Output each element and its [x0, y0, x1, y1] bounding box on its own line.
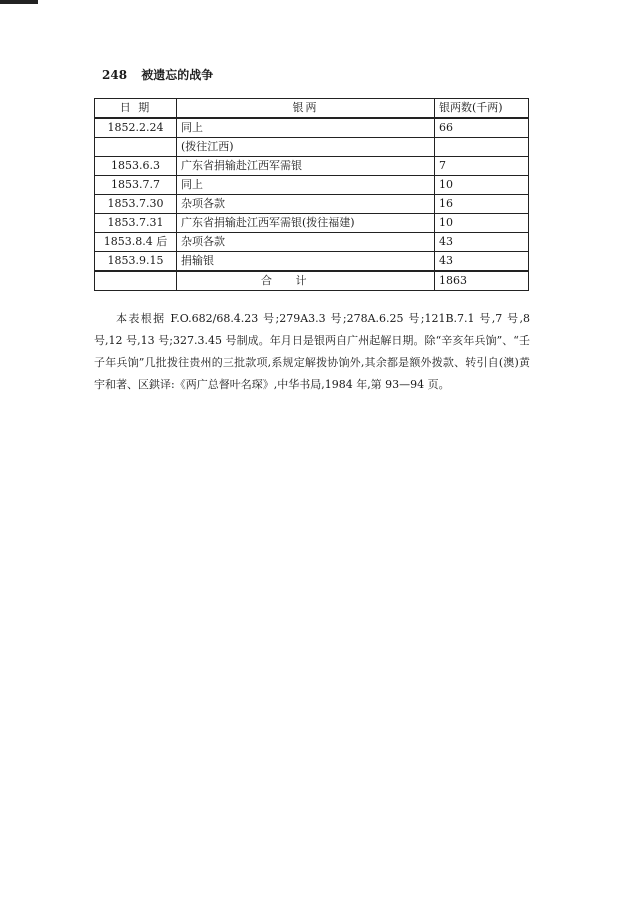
running-header: [102, 66, 213, 83]
cell-item: 广东省捐输赴江西军需银(拨往福建): [177, 214, 435, 233]
table-row: [95, 118, 529, 138]
scan-corner-mark: [0, 0, 38, 4]
table-total-row: [95, 271, 529, 291]
cell-amount: 43: [435, 233, 529, 252]
book-title: 被遗忘的战争: [141, 68, 214, 82]
cell-amount: 10: [435, 176, 529, 195]
cell-item: 同上: [177, 118, 435, 138]
cell-amount: 10: [435, 214, 529, 233]
cell-item: 杂项各款: [177, 233, 435, 252]
table-row: [95, 233, 529, 252]
cell-date: 1853.6.3: [95, 157, 177, 176]
total-amount: 1863: [435, 271, 529, 291]
column-header-date: 日 期: [95, 99, 177, 119]
cell-amount: 43: [435, 252, 529, 272]
cell-date: 1853.7.30: [95, 195, 177, 214]
cell-date: 1852.2.24: [95, 118, 177, 138]
cell-date: 1853.9.15: [95, 252, 177, 272]
table-row: [95, 138, 529, 157]
table-row: [95, 214, 529, 233]
total-label: 合 计: [177, 271, 435, 291]
cell-item: 广东省捐输赴江西军需银: [177, 157, 435, 176]
cell-item: (拨往江西): [177, 138, 435, 157]
silver-transfer-table: [94, 98, 529, 291]
cell-item: 同上: [177, 176, 435, 195]
cell-amount: 16: [435, 195, 529, 214]
cell-date: 1853.7.31: [95, 214, 177, 233]
table-row: [95, 252, 529, 272]
table-source-note: [94, 308, 530, 396]
cell-date: 1853.8.4 后: [95, 233, 177, 252]
table-row: [95, 157, 529, 176]
table-header-row: [95, 99, 529, 119]
cell-total-empty: [95, 271, 177, 291]
cell-item: 捐输银: [177, 252, 435, 272]
cell-date: [95, 138, 177, 157]
cell-amount: [435, 138, 529, 157]
cell-amount: 66: [435, 118, 529, 138]
column-header-amount: 银两数(千两): [435, 99, 529, 119]
note-text: 本表根据 F.O.682/68.4.23 号;279A3.3 号;278A.6.25 号;121B.7.1 号,7 号,8 号,12 号,13 号;327.3.45 号制成。年月日是银两自广州起解日期。除“辛亥年兵饷”、“壬子年兵饷”几批拨往贵州的三批款项,系规定解拨协饷外,其余都是额外拨款、转引自(澳)黄宇和著、区鉷译:《两广总督叶名琛》,中华书局,1984 年,第 93—94 页。: [94, 312, 530, 391]
cell-item: 杂项各款: [177, 195, 435, 214]
table-row: [95, 195, 529, 214]
page-number: 248: [102, 68, 128, 82]
column-header-item: 银两: [177, 99, 435, 119]
table-row: [95, 176, 529, 195]
cell-date: 1853.7.7: [95, 176, 177, 195]
cell-amount: 7: [435, 157, 529, 176]
